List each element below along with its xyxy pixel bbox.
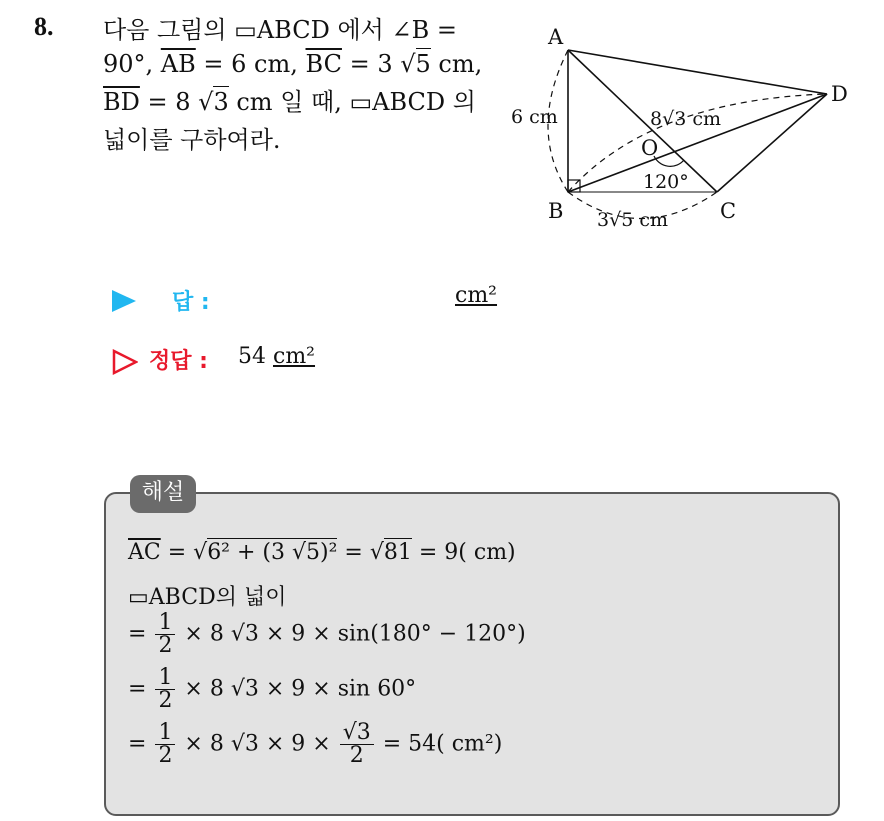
question-number: 8.: [34, 12, 54, 41]
vertex-a: A: [548, 25, 564, 49]
question-line-2: 90°, $\overline{AB} = 6$ cm, $\overline{BC} = 3$ √5 cm,: [103, 50, 483, 78]
side-cd: [717, 94, 827, 192]
label-bd-length: 8√3 cm: [650, 108, 721, 130]
answer-blank[interactable]: cm²: [455, 283, 498, 308]
solution-line-1: $\overline{AC} = √6^2 + (3$ √5)² = √81 = 9( cm): [128, 540, 516, 565]
outline-arrow-icon: [112, 349, 138, 375]
segment-bc: $\overline{BC}$: [305, 50, 342, 78]
label-angle: 120°: [643, 171, 689, 193]
label-bc-length: 3√5 cm: [597, 209, 668, 231]
solution-line-3: = $\frac{1}{2}$ × 8 √3 × 9 × sin(180° − 120°): [128, 610, 526, 658]
solution-line-2: ▭ABCD의 넓이: [128, 585, 287, 610]
vertex-c: C: [720, 199, 737, 223]
segment-ab: $\overline{AB}$: [160, 50, 196, 78]
play-arrow-icon: [112, 290, 136, 312]
solution-line-5: = $\frac{1}{2}$ × 8 √3 × 9 × $\frac{√3}{2}$ = 54( cm²): [128, 720, 503, 768]
point-o: O: [641, 136, 659, 160]
solution-line-4: = $\frac{1}{2}$ × 8 √3 × 9 × sin 60°: [128, 665, 417, 713]
solution-tag: 해설: [130, 475, 196, 513]
answer-label: 답 :: [172, 290, 210, 315]
correct-value: 54 cm²: [238, 344, 316, 369]
vertex-b: B: [548, 199, 564, 223]
label-ab-length: 6 cm: [511, 106, 558, 128]
question-line-4: 넓이를 구하여라.: [103, 126, 281, 154]
vertex-d: D: [831, 82, 848, 106]
question-line-3: $\overline{BD} = 8$ √3 cm 일 때, ▭ABCD 의: [103, 88, 476, 116]
quadrilateral-figure: [505, 20, 865, 240]
segment-bd: $\overline{BD}$: [103, 88, 140, 116]
question-line-1: 다음 그림의 ▭ABCD 에서 ∠B =: [103, 16, 457, 44]
correct-label: 정답 :: [149, 349, 208, 374]
